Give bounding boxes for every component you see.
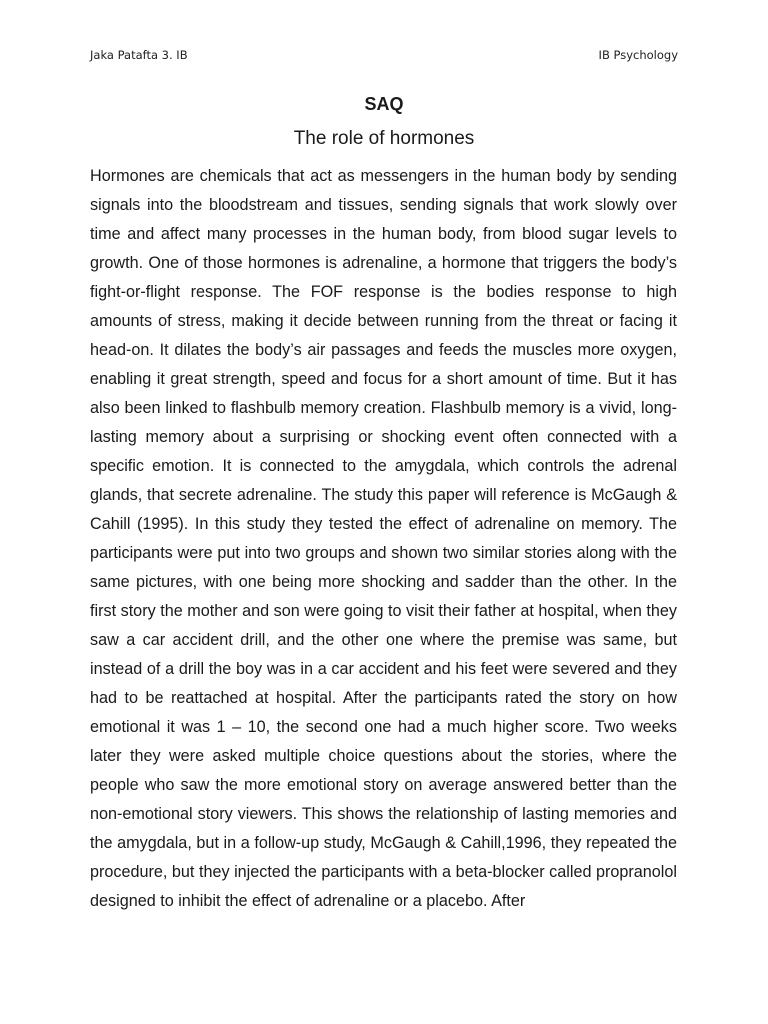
document-title: SAQ [364, 94, 404, 114]
document-subtitle: The role of hormones [293, 128, 475, 149]
header-subject: IB Psychology [598, 48, 678, 62]
header-author: Jaka Patafta 3. IB [90, 48, 188, 62]
body-paragraph: Hormones are chemicals that act as messengers in the human body by sending signals into the bloodstream and tissues, sending signals that work slowly over time and affect many processes in the human body, from blood sugar levels to growth. One of those hormones is adrenaline, a hormone that triggers the body’s fight-or-flight response. The FOF response is the bodies response to high amounts of stress, making it decide between running from the threat or facing it head-on. It dilates the body’s air passages and feeds the muscles more oxygen, enabling it great strength, speed and focus for a short amount of time. But it has also been linked to flashbulb memory creation. Flashbulb memory is a vivid, long-lasting memory about a surprising or shocking event often connected with a specific emotion. It is connected to the amygdala, which controls the adrenal glands, that secrete adrenaline. The study this paper will reference is McGaugh & Cahill (1995). In this study they tested the effect of adrenaline on memory. The participants were put into two groups and shown two similar stories along with the same pictures, with one being more shocking and sadder than the other. In the first story the mother and son were going to visit their father at hospital, when they saw a car accident drill, and the other one where the premise was same, but instead of a drill the boy was in a car accident and his feet were severed and they had to be reattached at hospital. After the participants rated the story on how emotional it was 1 – 10, the second one had a much higher score. Two weeks later they were asked multiple choice questions about the stories, where the people who saw the more emotional story on average answered better than the non-emotional story viewers. This shows the relationship of lasting memories and the amygdala, but in a follow-up study, McGaugh & Cahill,1996, they repeated the procedure, but they injected the participants with a beta-blocker called propranolol designed to inhibit the effect of adrenaline or a placebo. After [90, 167, 677, 910]
